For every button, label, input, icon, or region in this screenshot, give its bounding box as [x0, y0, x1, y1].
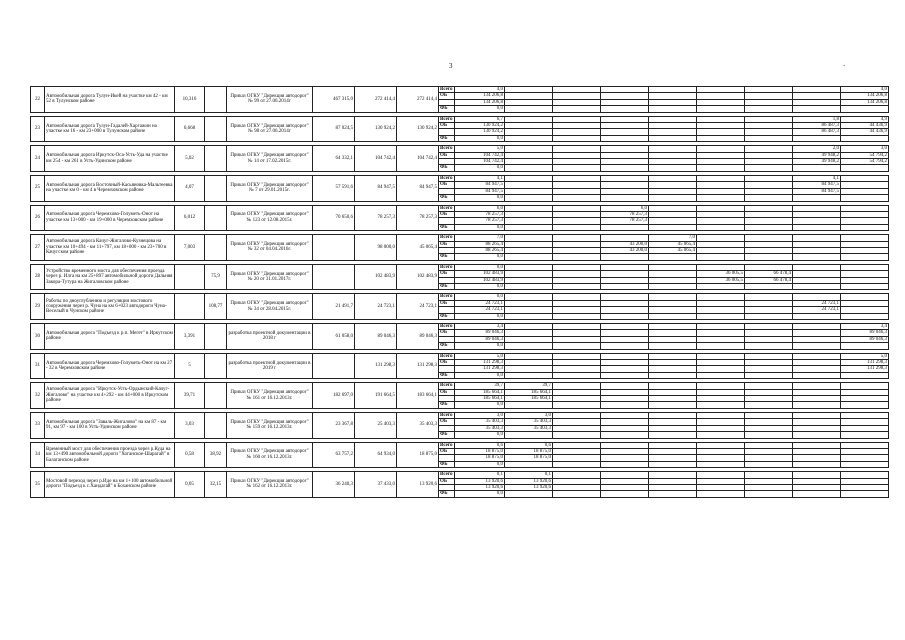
row-type-label: ФБ [439, 372, 455, 378]
value-cell: 39,7 [505, 383, 553, 389]
cell-c3: 18 875,0 [397, 442, 439, 468]
value-cell: 1,8 [793, 116, 841, 122]
value-cell: 24 723,1 [793, 307, 841, 313]
value-cell: 45 065,4 [649, 247, 697, 253]
cell-doc: Приказ ОГКУ "Дирекция автодорог" № 32 от 04.04.2016г. [227, 235, 313, 261]
value-cell: 18 875,0 [455, 448, 505, 454]
cell-c1: 70 650,6 [313, 205, 355, 231]
row-type-label: ФБ [439, 491, 455, 497]
value-cell: 24 723,1 [793, 300, 841, 306]
cell-c3: 84 947,5 [397, 175, 439, 201]
value-cell: 134 206,8 [841, 93, 889, 99]
value-cell: 3,4 [455, 324, 505, 330]
value-cell: 5,0 [841, 353, 889, 359]
value-cell: 24 723,1 [455, 307, 505, 313]
row-type-label: Всего [439, 294, 455, 300]
value-cell: 0,1 [505, 472, 553, 478]
value-cell: 66 478,4 [745, 277, 793, 283]
cell-c1: 36 240,3 [313, 472, 355, 498]
row-type-label: ФБ [439, 402, 455, 408]
cell-num: 33 [31, 412, 45, 438]
cell-name: Автомобильная дорога Качуг-Жигалово-Кузнецова на участке км 10+494 - км 11+797, км 18+000 - км 23+700 в Качугском районе [45, 235, 175, 261]
cell-num: 34 [31, 442, 45, 468]
cell-len: 6,668 [175, 116, 205, 142]
row-type-label: ОБ [439, 123, 455, 129]
cell-len2: 38,92 [205, 442, 227, 468]
cell-num: 35 [31, 472, 45, 498]
value-cell: 4,0 [841, 87, 889, 93]
value-cell: 35 403,3 [505, 425, 553, 431]
row-type-label: ОБ [439, 152, 455, 158]
value-cell: 5,0 [455, 146, 505, 152]
cell-len: 5 [175, 353, 205, 379]
cell-len: 3,391 [175, 324, 205, 350]
value-cell: 0,0 [455, 283, 505, 289]
cell-len2: 108,77 [205, 294, 227, 320]
value-cell: 102 483,9 [455, 277, 505, 283]
row-type-label: ФБ [439, 106, 455, 112]
value-cell: 45 065,4 [649, 241, 697, 247]
value-cell: 35 403,3 [455, 419, 505, 425]
value-cell: 0,0 [455, 432, 505, 438]
row-type-label: Всего [439, 264, 455, 270]
row-type-label: Всего [439, 472, 455, 478]
value-cell: 39,7 [455, 383, 505, 389]
value-cell: 6,7 [455, 116, 505, 122]
value-cell: 86 487,3 [793, 123, 841, 129]
value-cell: 4,1 [455, 175, 505, 181]
value-cell: 0,0 [455, 491, 505, 497]
value-cell: 131 298,3 [455, 366, 505, 372]
row-type-label: Всего [439, 146, 455, 152]
value-cell: 0,0 [455, 402, 505, 408]
cell-c2: 25 403,3 [355, 412, 397, 438]
value-cell: 131 298,3 [841, 360, 889, 366]
cell-doc: Приказ ОГКУ "Дирекция автодорог" № 98 от 27.06.2014г [227, 116, 313, 142]
cell-c2: 84 947,5 [355, 175, 397, 201]
value-cell: 185 664,1 [455, 396, 505, 402]
cell-len: 5,02 [175, 146, 205, 172]
cell-c2: 130 924,2 [355, 116, 397, 142]
value-cell: 5,0 [455, 353, 505, 359]
value-cell: 0,6 [505, 442, 553, 448]
value-cell: 35 403,3 [455, 425, 505, 431]
cell-c2: 37 433,0 [355, 472, 397, 498]
row-type-label: ФБ [439, 165, 455, 171]
objects-table [30, 86, 905, 501]
value-cell: 130 924,2 [455, 123, 505, 129]
row-type-label: ОБ [439, 389, 455, 395]
cell-c2: 64 934,0 [355, 442, 397, 468]
value-cell: 86 487,3 [793, 129, 841, 135]
cell-len: 6,012 [175, 205, 205, 231]
value-cell: 0,0 [455, 195, 505, 201]
row-type-label: ФБ [439, 224, 455, 230]
value-cell: 54 794,2 [841, 152, 889, 158]
cell-len2 [205, 383, 227, 409]
cell-len2 [205, 146, 227, 172]
cell-c3: 13 920,6 [397, 472, 439, 498]
cell-name: Мостовой переход через р.Иде на км 1+100 автомобильной дороги "Подъезд к с.Хандагай" в Боханском районе [45, 472, 175, 498]
cell-c1: 182 697,0 [313, 383, 355, 409]
value-cell: 131 298,3 [455, 360, 505, 366]
cell-c3: 35 403,3 [397, 412, 439, 438]
cell-c3: 24 723,1 [397, 294, 439, 320]
cell-len2 [205, 324, 227, 350]
cell-c1: 23 367,8 [313, 412, 355, 438]
row-type-label: ОБ [439, 271, 455, 277]
cell-c3: 89 046,3 [397, 324, 439, 350]
cell-doc: Приказ ОГКУ "Дирекция автодорог" № 161 от 16.12.2013г. [227, 383, 313, 409]
cell-len2 [205, 235, 227, 261]
value-cell: 84 947,5 [793, 188, 841, 194]
row-type-label: Всего [439, 235, 455, 241]
value-cell: 13 920,6 [505, 484, 553, 490]
value-cell: 84 947,5 [455, 188, 505, 194]
value-cell: 0,0 [455, 135, 505, 141]
cell-doc: Приказ ОГКУ "Дирекция автодорог" № 20 от 31.01.2017г. [227, 264, 313, 290]
cell-c2: 102 483,9 [355, 264, 397, 290]
value-cell: 78 257,3 [455, 211, 505, 217]
row-type-label: ОБ [439, 360, 455, 366]
value-cell: 130 924,2 [455, 129, 505, 135]
cell-doc: разработка проектной документации в 2018 г [227, 324, 313, 350]
value-cell: 18 875,0 [455, 455, 505, 461]
cell-doc: Приказ ОГКУ "Дирекция автодорог" № 123 от 12.08.2015г. [227, 205, 313, 231]
value-cell: 0,0 [455, 254, 505, 260]
row-spacer [31, 497, 905, 501]
cell-c1: 467 315,0 [313, 87, 355, 113]
cell-c1: 63 757,2 [313, 442, 355, 468]
cell-len [175, 294, 205, 320]
value-cell: 43 200,0 [601, 241, 649, 247]
row-type-label: Всего [439, 324, 455, 330]
cell-c2: 272 414,4 [355, 87, 397, 113]
cell-num: 22 [31, 87, 45, 113]
cell-num: 24 [31, 146, 45, 172]
cell-len2: 32,15 [205, 472, 227, 498]
value-cell: 89 046,3 [455, 336, 505, 342]
value-cell: 13 920,6 [505, 478, 553, 484]
cell-name: Автомобильная дорога Восточный-Касьяновка-Мальтеевка на участке км 0 - км 4 в Черемховском районе [45, 175, 175, 201]
cell-num: 28 [31, 264, 45, 290]
value-cell: 78 257,3 [601, 211, 649, 217]
row-type-label: ОБ [439, 478, 455, 484]
row-type-label: ФБ [439, 283, 455, 289]
value-cell: 78 257,3 [455, 218, 505, 224]
value-cell: 13 920,6 [455, 478, 505, 484]
corner-mark: · [843, 62, 846, 70]
row-type-label: Всего [439, 383, 455, 389]
cell-num: 32 [31, 383, 45, 409]
cell-name: Автомобильная дорога "Иркутск-Усть-Ордынский-Качуг-Жигалово" на участке км 4+292 - км 44+000 в Иркутском районе [45, 383, 175, 409]
value-cell: 3,4 [841, 324, 889, 330]
cell-c2: 98 000,0 [355, 235, 397, 261]
value-cell: 134 206,8 [841, 99, 889, 105]
cell-name: Автомобильная дорога "Заваль-Жигалово" на км 87 - км 91, км 97 - км 100 в Усть-Удинском районе [45, 412, 175, 438]
row-type-label: Всего [439, 205, 455, 211]
value-cell: 104 742,4 [455, 152, 505, 158]
value-cell: 66 478,4 [745, 271, 793, 277]
cell-len: 10,316 [175, 87, 205, 113]
row-type-label: ФБ [439, 343, 455, 349]
value-cell: 0,0 [455, 294, 505, 300]
value-cell: 36 005,5 [697, 271, 745, 277]
value-cell: 89 046,3 [841, 330, 889, 336]
row-type-label: ОБ [439, 182, 455, 188]
cell-name: Автомобильная дорога Иркутск-Оса-Усть-Уда на участке км 254 - км 261 в Усть-Удинском районе [45, 146, 175, 172]
cell-c3: 272 414,4 [397, 87, 439, 113]
cell-c1: 21 491,7 [313, 294, 355, 320]
value-cell: 78 257,3 [601, 218, 649, 224]
cell-c2: 104 742,4 [355, 146, 397, 172]
value-cell: 0,1 [455, 472, 505, 478]
cell-name: Автомобильная дорога Тулун-Икей на участке км 42 - км 52 в Тулунском районе [45, 87, 175, 113]
cell-num: 23 [31, 116, 45, 142]
page-number: 3 [449, 62, 453, 70]
value-cell: 88 265,4 [455, 241, 505, 247]
cell-c3: 183 664,1 [397, 383, 439, 409]
value-cell: 89 046,3 [455, 330, 505, 336]
value-cell: 49 948,2 [793, 152, 841, 158]
cell-name: Временный мост для обеспечения проезда через р.Куда на км 13+490 автомобильной дороги "Хоганское-Шарагай" в Балаганском районе [45, 442, 175, 468]
cell-len2 [205, 412, 227, 438]
cell-num: 29 [31, 294, 45, 320]
value-cell: 54 794,2 [841, 159, 889, 165]
row-type-label: ОБ [439, 211, 455, 217]
cell-len: 4,07 [175, 175, 205, 201]
row-type-label: ФБ [439, 254, 455, 260]
value-cell: 3,0 [841, 146, 889, 152]
value-cell: 35 403,3 [505, 419, 553, 425]
cell-c2: 191 664,5 [355, 383, 397, 409]
value-cell: 49 948,2 [793, 159, 841, 165]
value-cell: 0,0 [455, 372, 505, 378]
value-cell: 185 664,1 [505, 396, 553, 402]
cell-num: 31 [31, 353, 45, 379]
cell-c1: 61 058,0 [313, 324, 355, 350]
value-cell: 89 046,3 [841, 336, 889, 342]
row-type-label: ОБ [439, 419, 455, 425]
cell-len2 [205, 175, 227, 201]
cell-c3: 104 742,4 [397, 146, 439, 172]
cell-len2 [205, 116, 227, 142]
value-cell: 7,0 [455, 235, 505, 241]
cell-doc: Приказ ОГКУ "Дирекция автодорог" № 7 от 29.01.2015г. [227, 175, 313, 201]
value-cell: 0,0 [455, 106, 505, 112]
cell-num: 30 [31, 324, 45, 350]
cell-c3: 130 924,2 [397, 116, 439, 142]
value-cell: 104 742,4 [455, 159, 505, 165]
cell-c1 [313, 235, 355, 261]
cell-doc: Приказ ОГКУ "Дирекция автодорог" № 34 от 28.04.2015г. [227, 294, 313, 320]
cell-doc: разработка проектной документации в 2019 г [227, 353, 313, 379]
cell-doc: Приказ ОГКУ "Дирекция автодорог" № 159 от 16.12.2013г. [227, 412, 313, 438]
value-cell: 0,6 [455, 442, 505, 448]
value-cell: 0,0 [455, 165, 505, 171]
row-type-label: ФБ [439, 461, 455, 467]
cell-len [175, 264, 205, 290]
value-cell: 4,1 [793, 175, 841, 181]
value-cell: 2,0 [793, 146, 841, 152]
value-cell: 24 723,1 [455, 300, 505, 306]
cell-num: 27 [31, 235, 45, 261]
value-cell: 88 265,4 [455, 247, 505, 253]
cell-c3: 131 298,3 [397, 353, 439, 379]
value-cell: 185 664,1 [455, 389, 505, 395]
value-cell: 134 206,8 [455, 99, 505, 105]
cell-c2: 89 046,3 [355, 324, 397, 350]
value-cell: 44 436,9 [841, 129, 889, 135]
row-type-label: ОБ [439, 330, 455, 336]
row-type-label: Всего [439, 353, 455, 359]
value-cell: 3,0 [455, 412, 505, 418]
value-cell: 0,0 [455, 313, 505, 319]
row-type-label: Всего [439, 87, 455, 93]
value-cell: 13 920,6 [455, 484, 505, 490]
cell-c1: 64 332,1 [313, 146, 355, 172]
value-cell: 84 947,5 [793, 182, 841, 188]
value-cell: 131 298,3 [841, 366, 889, 372]
value-cell: 3,0 [505, 412, 553, 418]
cell-c1: 57 591,6 [313, 175, 355, 201]
cell-name: Работы по дноуглублению и регуляции мостового сооружения через р. Чуна на км 6+023 автодороги Чуна-Веселый в Чунском районе [45, 294, 175, 320]
value-cell: 18 875,0 [505, 448, 553, 454]
value-cell: 36 005,5 [697, 277, 745, 283]
cell-num: 25 [31, 175, 45, 201]
cell-doc: Приказ ОГКУ "Дирекция автодорог" № 14 от 17.02.2015г. [227, 146, 313, 172]
row-type-label: ФБ [439, 432, 455, 438]
value-cell: 0,0 [455, 224, 505, 230]
cell-name: Автомобильная дорога Черемхово-Голуметь-Онот на км 27 - 32 в Черемховском районе [45, 353, 175, 379]
value-cell: 185 664,1 [505, 389, 553, 395]
spacer-cell [31, 497, 905, 501]
value-cell: 84 947,5 [455, 182, 505, 188]
cell-c3: 45 065,4 [397, 235, 439, 261]
cell-c1 [313, 264, 355, 290]
cell-num: 26 [31, 205, 45, 231]
row-type-label: Всего [439, 412, 455, 418]
row-type-label: ОБ [439, 93, 455, 99]
value-cell: 18 875,0 [505, 455, 553, 461]
cell-len: 39,71 [175, 383, 205, 409]
cell-c3: 102 483,9 [397, 264, 439, 290]
cell-c1: 87 024,5 [313, 116, 355, 142]
cell-name: Автомобильная дорога Черемхово-Голуметь-Онот на участке км 13+000 - км 19+000 в Черемховском районе [45, 205, 175, 231]
cell-doc: Приказ ОГКУ "Дирекция автодорог" № 162 от 16.12.2013г. [227, 472, 313, 498]
cell-len2 [205, 87, 227, 113]
row-type-label: ФБ [439, 313, 455, 319]
row-type-label: Всего [439, 442, 455, 448]
cell-c1 [313, 353, 355, 379]
cell-c2: 131 298,3 [355, 353, 397, 379]
cell-name: Автомобильная дорога Тулун-Гадалей-Харгажин на участке км 16 - км 23+000 в Тулунском районе [45, 116, 175, 142]
value-cell: 7,0 [649, 235, 697, 241]
value-cell: 44 436,9 [841, 123, 889, 129]
cell-len2 [205, 353, 227, 379]
row-type-label: ФБ [439, 195, 455, 201]
row-type-label: ОБ [439, 241, 455, 247]
cell-len: 3,03 [175, 412, 205, 438]
cell-doc: Приказ ОГКУ "Дирекция автодорог" № 99 от 27.06.2014г [227, 87, 313, 113]
value-cell: 6,0 [601, 205, 649, 211]
cell-c2: 78 257,3 [355, 205, 397, 231]
row-type-label: ОБ [439, 448, 455, 454]
row-type-label: ФБ [439, 135, 455, 141]
cell-len: 7,003 [175, 235, 205, 261]
value-cell: 4,9 [841, 116, 889, 122]
cell-len: 0,58 [175, 442, 205, 468]
row-type-label: ОБ [439, 300, 455, 306]
cell-doc: Приказ ОГКУ "Дирекция автодорог" № 160 от 16.12.2013г. [227, 442, 313, 468]
value-cell: 0,0 [455, 343, 505, 349]
row-type-label: Всего [439, 175, 455, 181]
cell-name: Автомобильная дорога "Подъезд к р.п. Мегет" в Иркутском районе [45, 324, 175, 350]
value-cell: 0,0 [455, 461, 505, 467]
cell-len2 [205, 205, 227, 231]
cell-name: Устройство временного моста для обеспечения проезда через р. Илга на км 25+897 автомобильной дороги Дальняя Закора-Тутура на Жигаловском районе [45, 264, 175, 290]
cell-len: 0,05 [175, 472, 205, 498]
row-type-label: Всего [439, 116, 455, 122]
cell-len2: 75,9 [205, 264, 227, 290]
value-cell: 4,0 [455, 87, 505, 93]
cell-c2: 24 723,1 [355, 294, 397, 320]
cell-c3: 78 257,3 [397, 205, 439, 231]
value-cell: 0,0 [455, 264, 505, 270]
value-cell: 102 483,9 [455, 271, 505, 277]
value-cell: 134 206,8 [455, 93, 505, 99]
value-cell: 43 200,0 [601, 247, 649, 253]
value-cell: 6,0 [455, 205, 505, 211]
